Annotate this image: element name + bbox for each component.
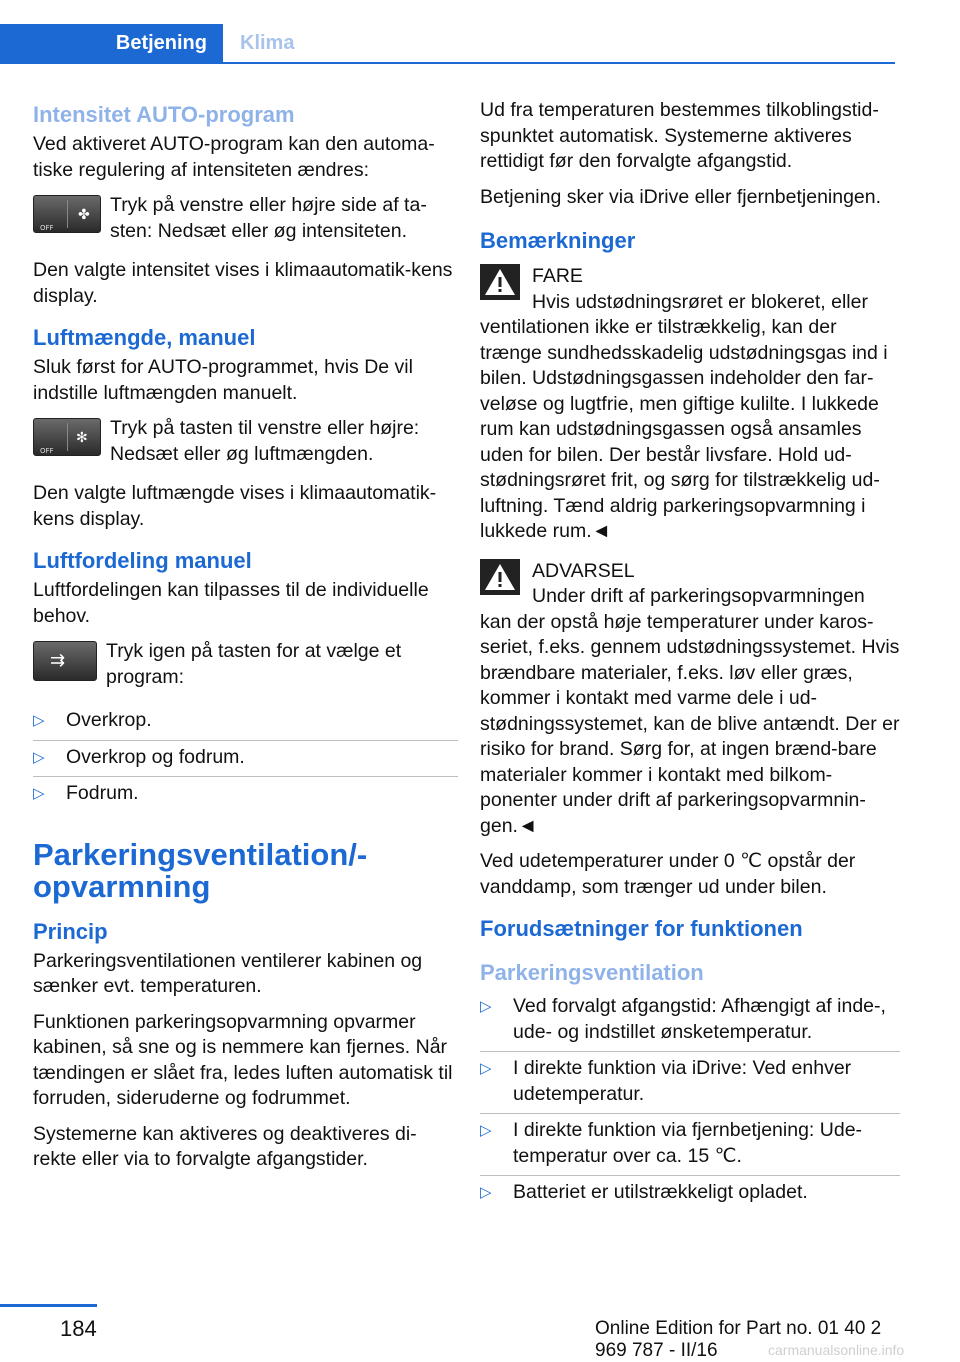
list-item: ▷ Overkrop og fodrum. bbox=[33, 741, 458, 778]
triangle-right-icon: ▷ bbox=[480, 1184, 492, 1201]
list-item: ▷ Batteriet er utilstrækkeligt opladet. bbox=[480, 1176, 900, 1212]
section-title: Parkeringsventilation/-opvarmning bbox=[33, 836, 368, 904]
footer-rule bbox=[0, 1304, 97, 1307]
heading-luftfordeling: Luftfordeling manuel bbox=[33, 548, 252, 573]
instruction-text: Tryk på tasten til venstre eller højre: Nedsæt eller øg luftmængden. bbox=[110, 417, 420, 465]
paragraph: Funktionen parkeringsopvarmning opvarmer kabinen, så sne og is nemmere kan fjernes. Når tændingen er slået fra, ledes luften automatisk til forruden, sideruderne og fodrummet. bbox=[33, 1010, 453, 1109]
air-distribution-icon: ⇉ bbox=[50, 650, 66, 670]
paragraph: Luftfordelingen kan tilpasses til de individuelle behov. bbox=[33, 579, 429, 627]
paragraph: Den valgte luftmængde vises i klimaautomatik‐kens display. bbox=[33, 482, 437, 530]
instruction-row bbox=[33, 639, 458, 690]
warning-fare bbox=[480, 264, 900, 545]
triangle-right-icon: ▷ bbox=[480, 1060, 492, 1077]
warning-text: Under drift af parkeringsopvarmningen kan der opstå høje temperaturer under karos‐seriet, f.eks. gennem udstødningssystemet. Hvis brændbare materialer, f.eks. løv eller græs, kommer i kontakt med varme dele i ud‐stødningssystemet, kan de blive antændt. Der er risiko for brand. Sørg for, at ingen brænd‐bare materialer kommer i kontakt med bilkom‐ponenter under drift af parkeringsopvarmnin‐gen.◄ bbox=[480, 585, 900, 837]
list-item: ▷ Ved forvalgt afgangstid: Afhængigt af inde-, ude- og indstillet ønsketemperatur. bbox=[480, 990, 900, 1052]
warning-label: ADVARSEL bbox=[532, 559, 635, 582]
watermark: carmanualsonline.info bbox=[768, 1342, 905, 1358]
heading-forudsaetninger: Forudsætninger for funktionen bbox=[480, 916, 803, 941]
divider bbox=[67, 423, 68, 451]
paragraph: Ved aktiveret AUTO-program kan den automa‐tiske regulering af intensiteten ændres: bbox=[33, 133, 435, 181]
page-number: 184 bbox=[60, 1316, 97, 1341]
warning-label: FARE bbox=[532, 265, 583, 287]
paragraph: Den valgte intensitet vises i klimaautomatik‐kens display. bbox=[33, 259, 453, 307]
edition-text: Online Edition for Part no. 01 40 2 969 787 - II/16 bbox=[595, 1318, 882, 1361]
tab-betjening[interactable]: Betjening bbox=[0, 24, 223, 62]
divider bbox=[67, 200, 68, 228]
instruction-row bbox=[33, 416, 458, 467]
heading-princip: Princip bbox=[33, 918, 108, 944]
off-icon: OFF bbox=[40, 447, 54, 455]
instruction-text: Tryk igen på tasten for at vælge et program: bbox=[106, 640, 402, 688]
triangle-right-icon: ▷ bbox=[33, 712, 45, 729]
paragraph: Ved udetemperaturer under 0 ℃ opstår der vanddamp, som trænger ud under bilen. bbox=[480, 850, 856, 898]
heading-intensitet: Intensitet AUTO-program bbox=[33, 102, 295, 127]
program-list bbox=[33, 704, 458, 813]
requirements-list bbox=[480, 990, 900, 1212]
triangle-right-icon: ▷ bbox=[480, 1122, 492, 1139]
list-item: ▷ Overkrop. bbox=[33, 704, 458, 741]
warning-text: Hvis udstødningsrøret er blokeret, eller ventilationen ikke er tilstrækkelig, kan der trænge sundhedsskadelig udstødningsgas ind i bilen. Udstødningsgassen indeholder den far‐veløse og lugtfrie, men giftige kulilte. I lukkede rum kan udstødningsgassen også ansamles uden for bilen. Der består livsfare. Hold ud‐stødningsrøret frit, og sørg for tilstrækkelig ud‐luftning. Tænd aldrig parkeringsopvarmning i lukkede rum.◄ bbox=[480, 290, 888, 542]
list-item: ▷ I direkte funktion via fjernbetjening: Ude‐temperatur over ca. 15 ℃. bbox=[480, 1114, 900, 1176]
paragraph: Sluk først for AUTO-programmet, hvis De vil indstille luftmængden manuelt. bbox=[33, 356, 413, 404]
list-item: ▷ Fodrum. bbox=[33, 777, 458, 813]
warning-triangle-icon bbox=[480, 264, 520, 300]
triangle-right-icon: ▷ bbox=[33, 785, 45, 802]
heading-parkeringsventilation: Parkeringsventilation bbox=[480, 960, 704, 985]
heading-luftmaengde: Luftmængde, manuel bbox=[33, 325, 256, 350]
list-item: ▷ I direkte funktion via iDrive: Ved enhver udetemperatur. bbox=[480, 1052, 900, 1114]
warning-triangle-icon bbox=[480, 559, 520, 595]
paragraph: Ud fra temperaturen bestemmes tilkoblingstid‐spunktet automatisk. Systemerne aktiveres rettidigt før den forvalgte afgangstid. bbox=[480, 99, 879, 172]
warning-advarsel bbox=[480, 559, 900, 840]
instruction-row bbox=[33, 193, 458, 244]
paragraph: Systemerne kan aktiveres og deaktiveres di‐rekte eller via to forvalgte afgangstider. bbox=[33, 1122, 417, 1170]
paragraph: Betjening sker via iDrive eller fjernbetjeningen. bbox=[480, 185, 882, 208]
air-distribution-button-icon bbox=[33, 641, 97, 681]
intensity-button-icon bbox=[33, 195, 101, 233]
left-column bbox=[33, 98, 458, 1183]
fan-icon: ✻ bbox=[76, 429, 88, 445]
air-volume-button-icon bbox=[33, 418, 101, 456]
right-column bbox=[480, 98, 900, 1222]
off-icon: OFF bbox=[40, 224, 54, 232]
fan-icon: ✤ bbox=[78, 206, 90, 222]
triangle-right-icon: ▷ bbox=[480, 998, 492, 1015]
instruction-text: Tryk på venstre eller højre side af ta‐sten: Nedsæt eller øg intensiteten. bbox=[110, 194, 427, 242]
triangle-right-icon: ▷ bbox=[33, 748, 45, 766]
tab-klima[interactable]: Klima bbox=[240, 32, 295, 54]
heading-bemaerkninger: Bemærkninger bbox=[480, 228, 636, 253]
paragraph: Parkeringsventilationen ventilerer kabinen og sænker evt. temperaturen. bbox=[33, 949, 423, 997]
top-tab-bar bbox=[0, 24, 895, 64]
